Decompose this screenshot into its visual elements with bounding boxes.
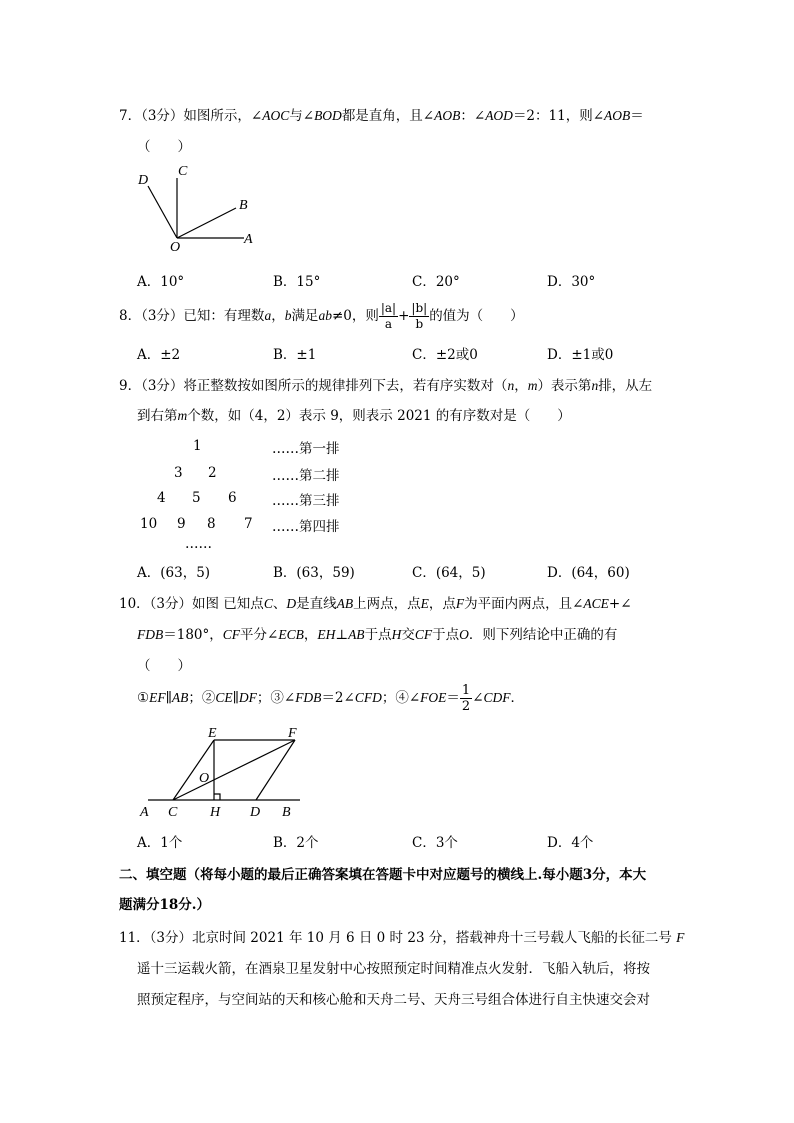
q11-stem-line2: 遥十三运载火箭，在酒泉卫星发射中心按照预定时间精准点火发射．飞船入轨后，将按 (137, 961, 650, 977)
q7-answer-paren: （ ） (137, 139, 191, 155)
right-angle-mark (214, 794, 220, 800)
grid-row-label: ……第一排 (272, 441, 340, 457)
q10-statements: ①EF∥AB；②CE∥DF；③∠FDB＝2∠CFD；④∠FOE＝ $\frac{1}{2}$ ∠CDF． (137, 683, 524, 714)
grid-num: 8 (207, 516, 216, 532)
grid-num: 10 (140, 516, 158, 532)
grid-num: 1 (193, 438, 202, 454)
label-b: B (239, 198, 248, 213)
q7-option-d: D．30° (547, 274, 596, 290)
label-d: D (138, 173, 149, 188)
segment-ce (173, 740, 214, 800)
label-b: B (282, 805, 291, 820)
q7-option-a: A．10° (137, 274, 185, 290)
grid-ellipsis: …… (185, 536, 212, 552)
q8-option-b: B．±1 (273, 347, 317, 363)
fraction-b: $\frac{|b|}{b}$ (411, 301, 428, 331)
q11-stem-line3: 照预定程序，与空间站的天和核心舱和天舟二号、天舟三号组合体进行自主快速交会对 (137, 992, 650, 1008)
q10-option-a: A．1个 (137, 835, 183, 851)
q8-stem: 8．（3分）已知：有理数a，b满足ab≠0，则 $\frac{|a|}{a}$ + $\frac{|b|}{b}$ 的值为（ ） (119, 301, 524, 331)
label-f: F (288, 726, 297, 741)
label-d: D (250, 805, 261, 820)
label-c: C (178, 164, 188, 179)
q9-stem-line2: 到右第m个数，如（4，2）表示 9，则表示 2021 的有序数对是（ ） (137, 408, 571, 424)
label-a: A (140, 805, 149, 820)
q8-option-c: C．±2或0 (412, 347, 478, 363)
grid-row-label: ……第三排 (272, 493, 340, 509)
segment-cf (173, 740, 295, 800)
q10-option-d: D．4个 (547, 835, 594, 851)
grid-num: 2 (208, 465, 217, 481)
label-a: A (244, 232, 253, 247)
q10-answer-paren: （ ） (137, 658, 191, 674)
q7-angle-figure (130, 158, 270, 253)
q8-option-d: D．±1或0 (547, 347, 614, 363)
q7-stem: 7．（3分）如图所示，∠AOC与∠BOD都是直角，且∠AOB：∠AOD＝2：11，则∠AOB＝ (119, 108, 644, 124)
grid-num: 4 (157, 490, 166, 506)
q10-option-c: C．3个 (412, 835, 458, 851)
section-2-heading: 二、填空题（将每小题的最后正确答案填在答题卡中对应题号的横线上.每小题3分，本大 (119, 867, 647, 883)
grid-num: 7 (244, 516, 253, 532)
q8-option-a: A．±2 (137, 347, 181, 363)
q9-option-d: D．(64，60) (547, 565, 630, 581)
q10-stem-line1: 10．（3分）如图 已知点C、D是直线AB上两点，点E，点F为平面内两点，且∠ACE+∠ (119, 596, 632, 612)
section-2-heading-cont: 题满分18分.） (119, 897, 210, 913)
grid-num: 9 (177, 516, 186, 532)
grid-num: 5 (192, 490, 201, 506)
fraction-a: $\frac{|a|}{a}$ (380, 301, 397, 331)
q9-option-b: B．(63，59) (273, 565, 355, 581)
grid-row-label: ……第二排 (272, 468, 340, 484)
ray-ob (177, 208, 236, 238)
fraction-half: $\frac{1}{2}$ (461, 683, 471, 714)
q9-option-c: C．(64，5) (412, 565, 486, 581)
label-c: C (168, 805, 178, 820)
ray-od (148, 186, 177, 238)
grid-num: 6 (228, 490, 237, 506)
q10-stem-line2: FDB＝180°，CF平分∠ECB，EH⊥AB于点H交CF于点O．则下列结论中正确的有 (137, 627, 618, 643)
grid-num: 3 (174, 465, 183, 481)
q10-geometry-figure (130, 724, 310, 824)
label-h: H (210, 805, 221, 820)
q11-stem-line1: 11．（3分）北京时间 2021 年 10 月 6 日 0 时 23 分，搭载神舟十三号载人飞船的长征二号 F (119, 930, 685, 946)
q9-stem-line1: 9．（3分）将正整数按如图所示的规律排列下去，若有序实数对（n，m）表示第n排，从左 (119, 378, 653, 394)
q9-option-a: A．(63，5) (137, 565, 211, 581)
grid-row-label: ……第四排 (272, 519, 340, 535)
label-e: E (208, 726, 217, 741)
q7-option-b: B．15° (273, 274, 321, 290)
label-o: O (170, 240, 181, 253)
q10-option-b: B．2个 (273, 835, 319, 851)
label-o: O (199, 771, 210, 786)
q7-option-c: C．20° (412, 274, 460, 290)
